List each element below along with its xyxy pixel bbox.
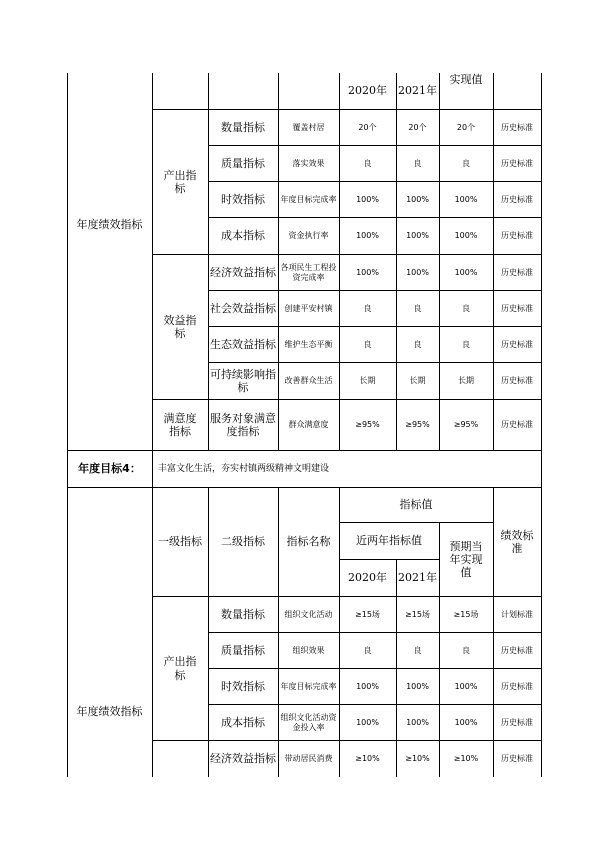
level2-indicator: 成本指标 xyxy=(221,229,265,243)
value-2020: 100% xyxy=(356,267,379,277)
goal-text: 丰富文化生活，夯实村镇两级精神文明建设 xyxy=(158,463,330,474)
value-2020: 100% xyxy=(356,681,379,691)
level2-indicator: 质量指标 xyxy=(221,156,265,170)
performance-standard: 历史标准 xyxy=(501,339,533,349)
value-2021: 良 xyxy=(413,645,422,655)
level2-indicator: 时效指标 xyxy=(221,192,265,206)
performance-standard: 历史标准 xyxy=(501,754,533,764)
indicator-name: 群众满意度 xyxy=(288,420,329,430)
header-expected-value: 预期当年实现值 xyxy=(449,539,483,580)
header-year-2020: 2020年 xyxy=(348,84,387,98)
indicator-name: 各项民生工程投资完成率 xyxy=(280,262,337,282)
annual-performance-label: 年度绩效指标 xyxy=(76,705,143,719)
benefit-indicator-label: 效益指标 xyxy=(163,313,197,340)
value-2021: 长期 xyxy=(409,376,426,386)
performance-standard: 历史标准 xyxy=(501,158,533,168)
level2-indicator: 服务对象满意度指标 xyxy=(210,411,276,438)
value-2020: 长期 xyxy=(359,376,376,386)
value-2021: 100% xyxy=(406,267,429,277)
value-2020: 良 xyxy=(363,303,372,313)
indicator-name: 组织效果 xyxy=(292,645,325,655)
performance-standard: 历史标准 xyxy=(501,303,533,313)
level2-indicator: 质量指标 xyxy=(221,643,265,657)
header-year-2021: 2021年 xyxy=(398,571,437,585)
performance-standard: 历史标准 xyxy=(501,645,533,655)
value-expected: ≥15场 xyxy=(453,609,479,619)
header-performance-standard: 绩效标准 xyxy=(500,528,534,555)
level2-indicator: 经济效益指标 xyxy=(210,752,276,766)
goal-label: 年度目标4： xyxy=(78,462,141,476)
value-expected: 100% xyxy=(454,717,478,727)
level2-indicator: 可持续影响指标 xyxy=(210,367,276,394)
indicator-name: 维护生态平衡 xyxy=(284,339,333,349)
value-2020: ≥95% xyxy=(355,420,380,430)
output-indicator-label: 产出指标 xyxy=(163,655,197,682)
indicator-name: 改善群众生活 xyxy=(284,376,333,386)
value-2021: 100% xyxy=(406,717,429,727)
header-indicator-name: 指标名称 xyxy=(286,535,331,549)
value-2020: 20个 xyxy=(358,122,377,132)
performance-standard: 历史标准 xyxy=(501,267,533,277)
performance-standard: 历史标准 xyxy=(501,376,533,386)
level2-indicator: 生态效益指标 xyxy=(210,337,276,351)
indicator-name: 创建平安村镇 xyxy=(284,303,333,313)
value-expected: 良 xyxy=(462,645,470,655)
indicator-name: 覆盖村居 xyxy=(292,122,325,132)
value-expected: 100% xyxy=(454,267,478,277)
performance-standard: 计划标准 xyxy=(501,609,533,619)
indicator-name: 资金执行率 xyxy=(288,231,329,241)
level2-indicator: 经济效益指标 xyxy=(210,265,276,279)
value-expected: 100% xyxy=(454,681,478,691)
value-expected: ≥10% xyxy=(453,754,479,764)
value-2021: ≥10% xyxy=(405,754,430,764)
header-indicator-value: 指标值 xyxy=(399,498,433,512)
value-2020: 100% xyxy=(356,231,379,241)
value-2021: 良 xyxy=(413,339,422,349)
value-2020: 良 xyxy=(363,645,372,655)
value-2021: 100% xyxy=(406,681,429,691)
value-2020: ≥10% xyxy=(355,754,380,764)
level2-indicator: 时效指标 xyxy=(221,679,265,693)
indicator-name: 年度目标完成率 xyxy=(280,681,337,691)
level2-indicator: 社会效益指标 xyxy=(210,301,276,315)
annual-performance-label: 年度绩效指标 xyxy=(76,218,143,232)
indicator-name: 带动居民消费 xyxy=(284,754,333,764)
performance-standard: 历史标准 xyxy=(501,420,533,430)
value-expected: 长期 xyxy=(458,376,474,386)
indicator-name: 组织文化活动资金投入率 xyxy=(280,712,337,732)
value-2020: 良 xyxy=(363,158,372,168)
performance-standard: 历史标准 xyxy=(501,231,533,241)
value-expected: 良 xyxy=(462,158,470,168)
value-2021: ≥15场 xyxy=(405,609,430,619)
header-actual-value: 实现值 xyxy=(449,73,483,87)
header-year-2021: 2021年 xyxy=(398,84,437,98)
value-expected: 良 xyxy=(462,339,470,349)
value-2021: ≥95% xyxy=(405,420,430,430)
header-level2-indicator: 二级指标 xyxy=(221,535,265,549)
value-expected: 100% xyxy=(454,194,478,204)
performance-standard: 历史标准 xyxy=(501,194,533,204)
value-expected: 100% xyxy=(454,231,478,241)
value-2021: 良 xyxy=(413,158,422,168)
value-2021: 良 xyxy=(413,303,422,313)
performance-standard: 历史标准 xyxy=(501,122,533,132)
value-2020: ≥15场 xyxy=(355,609,380,619)
satisfaction-indicator-label: 满意度指标 xyxy=(163,411,197,438)
level2-indicator: 成本指标 xyxy=(221,715,265,729)
indicator-name: 落实效果 xyxy=(292,158,325,168)
performance-standard: 历史标准 xyxy=(501,681,533,691)
value-2021: 100% xyxy=(406,231,429,241)
value-expected: ≥95% xyxy=(453,420,479,430)
value-expected: 20个 xyxy=(456,122,476,132)
value-2021: 100% xyxy=(406,194,429,204)
output-indicator-label: 产出指标 xyxy=(163,168,197,195)
value-expected: 良 xyxy=(462,303,470,313)
header-year-2020: 2020年 xyxy=(348,571,387,585)
level2-indicator: 数量指标 xyxy=(221,120,265,134)
value-2020: 100% xyxy=(356,717,379,727)
header-recent-two-years: 近两年指标值 xyxy=(356,534,422,548)
indicator-name: 组织文化活动 xyxy=(284,609,333,619)
level2-indicator: 数量指标 xyxy=(221,607,265,621)
header-level1-indicator: 一级指标 xyxy=(158,535,202,549)
indicator-name: 年度目标完成率 xyxy=(280,194,337,204)
value-2021: 20个 xyxy=(408,122,427,132)
performance-standard: 历史标准 xyxy=(501,717,533,727)
value-2020: 100% xyxy=(356,194,379,204)
value-2020: 良 xyxy=(363,339,372,349)
